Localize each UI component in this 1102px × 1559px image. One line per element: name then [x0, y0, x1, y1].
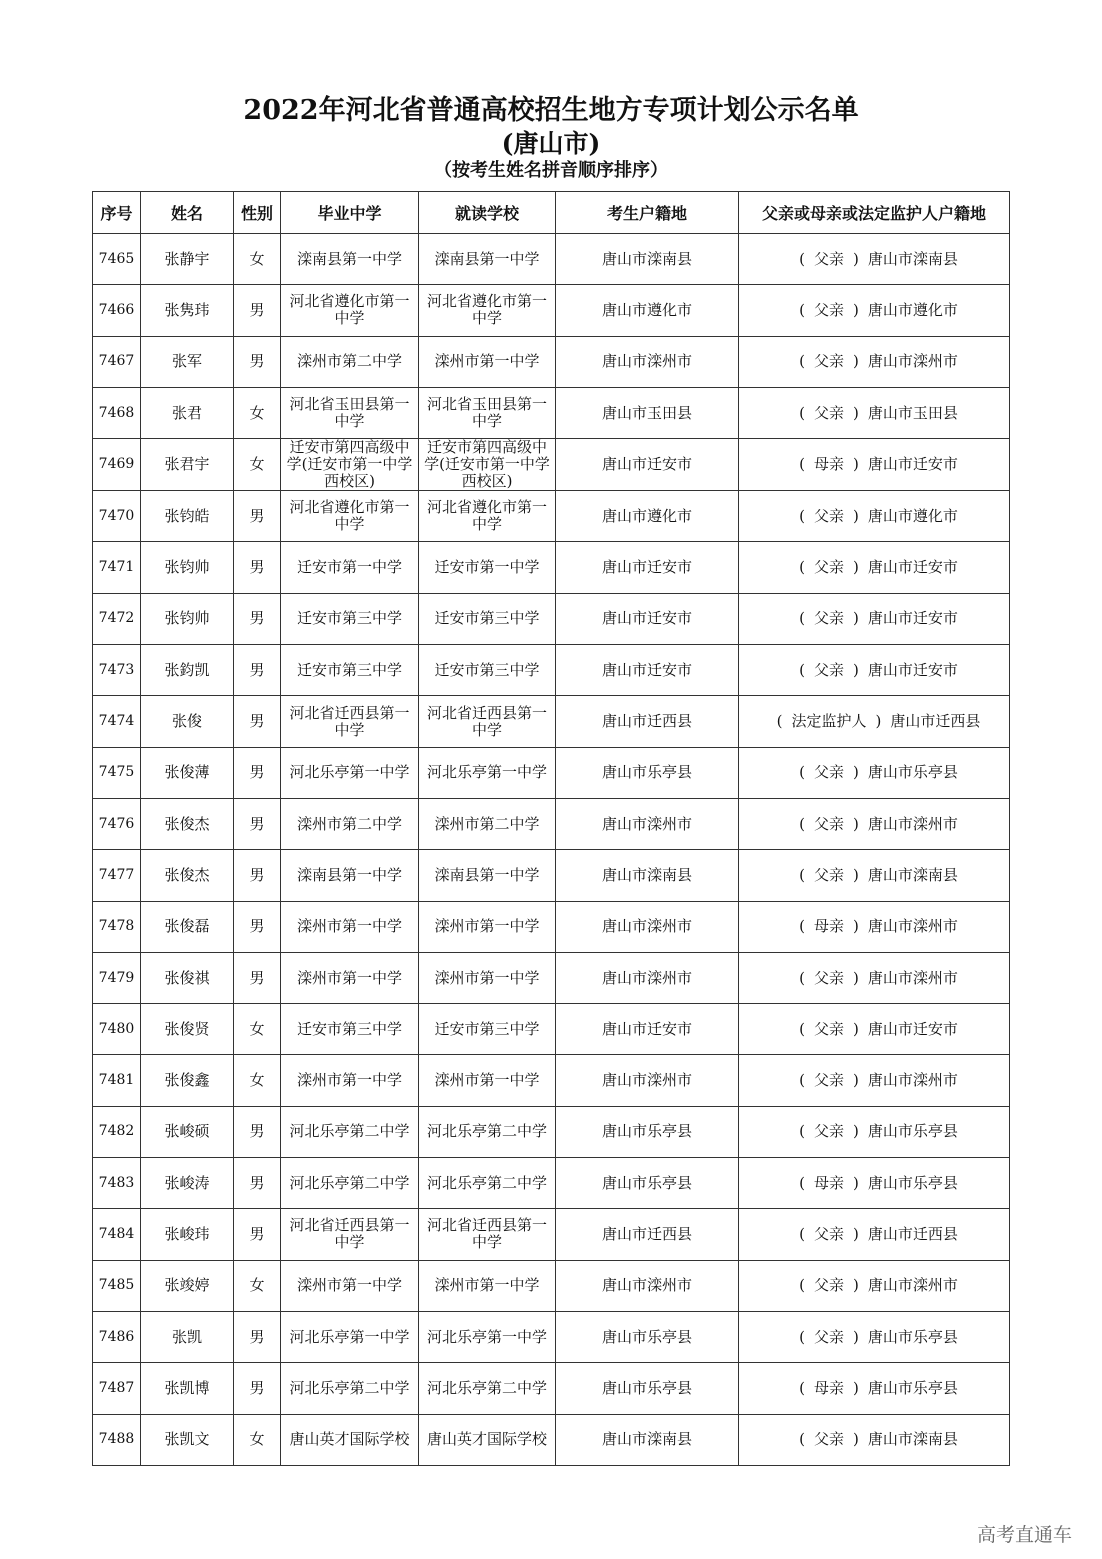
- cell-name: 张静宇: [141, 234, 234, 285]
- parent-relation: 父亲: [813, 1224, 844, 1243]
- cell-grad-school: 迁安市第一中学: [281, 542, 419, 593]
- cell-name: 张俊杰: [141, 850, 234, 901]
- cell-gender: 女: [234, 1004, 281, 1055]
- cell-no: 7478: [93, 901, 141, 952]
- cell-current-school: 河北省遵化市第一中学: [419, 285, 556, 336]
- cell-huji: 唐山市遵化市: [556, 285, 739, 336]
- cell-no: 7481: [93, 1055, 141, 1106]
- cell-gender: 男: [234, 1311, 281, 1362]
- cell-gender: 男: [234, 1158, 281, 1209]
- parent-huji-value: 唐山市迁安市: [867, 455, 958, 474]
- cell-name: 张竣婷: [141, 1260, 234, 1311]
- parent-relation: 父亲: [813, 558, 844, 577]
- cell-huji: 唐山市滦州市: [556, 901, 739, 952]
- cell-grad-school: 滦州市第一中学: [281, 901, 419, 952]
- cell-no: 7480: [93, 1004, 141, 1055]
- cell-grad-school: 河北乐亭第一中学: [281, 1311, 419, 1362]
- cell-no: 7467: [93, 336, 141, 387]
- cell-gender: 男: [234, 645, 281, 696]
- cell-parent-huji: ( 父亲 ) 唐山市遵化市: [739, 491, 1010, 542]
- cell-no: 7482: [93, 1106, 141, 1157]
- cell-huji: 唐山市滦州市: [556, 1055, 739, 1106]
- cell-gender: 女: [234, 1414, 281, 1465]
- cell-gender: 男: [234, 901, 281, 952]
- cell-huji: 唐山市滦州市: [556, 336, 739, 387]
- cell-current-school: 河北乐亭第二中学: [419, 1363, 556, 1414]
- parent-huji-value: 唐山市滦州市: [867, 814, 958, 833]
- table-row: [93, 387, 1010, 438]
- cell-grad-school: 滦南县第一中学: [281, 850, 419, 901]
- cell-gender: 男: [234, 1106, 281, 1157]
- parent-huji-value: 唐山市迁安市: [867, 660, 958, 679]
- cell-grad-school: 滦州市第二中学: [281, 336, 419, 387]
- cell-parent-huji: ( 父亲 ) 唐山市迁安市: [739, 593, 1010, 644]
- cell-name: 张鈞凯: [141, 645, 234, 696]
- cell-no: 7475: [93, 747, 141, 798]
- parent-relation: 父亲: [813, 968, 844, 987]
- parent-relation: 母亲: [813, 455, 844, 474]
- table-row: [93, 1055, 1010, 1106]
- cell-no: 7484: [93, 1209, 141, 1260]
- cell-name: 张俊贤: [141, 1004, 234, 1055]
- parent-huji-value: 唐山市滦州市: [867, 917, 958, 936]
- cell-gender: 男: [234, 336, 281, 387]
- cell-gender: 女: [234, 1260, 281, 1311]
- parent-huji-value: 唐山市滦南县: [867, 1430, 958, 1449]
- cell-grad-school: 河北乐亭第二中学: [281, 1158, 419, 1209]
- cell-no: 7466: [93, 285, 141, 336]
- cell-gender: 男: [234, 285, 281, 336]
- table-row: [93, 336, 1010, 387]
- table-row: [93, 952, 1010, 1003]
- parent-huji-value: 唐山市迁西县: [890, 712, 981, 731]
- cell-parent-huji: ( 父亲 ) 唐山市迁西县: [739, 1209, 1010, 1260]
- cell-no: 7483: [93, 1158, 141, 1209]
- table-row: [93, 850, 1010, 901]
- cell-current-school: 河北乐亭第二中学: [419, 1158, 556, 1209]
- table-row: [93, 1260, 1010, 1311]
- parent-relation: 父亲: [813, 814, 844, 833]
- cell-huji: 唐山市迁安市: [556, 439, 739, 491]
- cell-current-school: 滦州市第一中学: [419, 1055, 556, 1106]
- cell-parent-huji: ( 父亲 ) 唐山市乐亭县: [739, 1106, 1010, 1157]
- table-row: [93, 1158, 1010, 1209]
- cell-huji: 唐山市迁安市: [556, 645, 739, 696]
- cell-name: 张凯: [141, 1311, 234, 1362]
- cell-name: 张钧帅: [141, 593, 234, 644]
- table-row: [93, 234, 1010, 285]
- cell-gender: 男: [234, 850, 281, 901]
- cell-current-school: 滦南县第一中学: [419, 850, 556, 901]
- parent-relation: 母亲: [813, 917, 844, 936]
- cell-no: 7470: [93, 491, 141, 542]
- col-header-grad-school: 毕业中学: [281, 192, 419, 234]
- cell-no: 7487: [93, 1363, 141, 1414]
- parent-huji-value: 唐山市滦南县: [867, 249, 958, 268]
- cell-gender: 男: [234, 952, 281, 1003]
- col-header-parent-huji: 父亲或母亲或法定监护人户籍地: [739, 192, 1010, 234]
- cell-huji: 唐山市迁安市: [556, 542, 739, 593]
- sort-note: （按考生姓名拼音顺序排序）: [434, 160, 668, 181]
- parent-relation: 父亲: [813, 1430, 844, 1449]
- cell-huji: 唐山市滦州市: [556, 798, 739, 849]
- col-header-current-school: 就读学校: [419, 192, 556, 234]
- parent-huji-value: 唐山市迁安市: [867, 609, 958, 628]
- cell-current-school: 迁安市第三中学: [419, 645, 556, 696]
- parent-huji-value: 唐山市滦南县: [867, 865, 958, 884]
- cell-grad-school: 滦南县第一中学: [281, 234, 419, 285]
- cell-gender: 男: [234, 1363, 281, 1414]
- cell-gender: 女: [234, 439, 281, 491]
- cell-parent-huji: ( 父亲 ) 唐山市乐亭县: [739, 747, 1010, 798]
- cell-huji: 唐山市乐亭县: [556, 1158, 739, 1209]
- cell-no: 7472: [93, 593, 141, 644]
- cell-parent-huji: ( 母亲 ) 唐山市滦州市: [739, 901, 1010, 952]
- cell-gender: 男: [234, 491, 281, 542]
- cell-name: 张峻硕: [141, 1106, 234, 1157]
- parent-huji-value: 唐山市滦州市: [867, 1071, 958, 1090]
- cell-current-school: 滦南县第一中学: [419, 234, 556, 285]
- parent-relation: 父亲: [813, 506, 844, 525]
- cell-huji: 唐山市乐亭县: [556, 1106, 739, 1157]
- parent-relation: 父亲: [813, 609, 844, 628]
- cell-gender: 男: [234, 1209, 281, 1260]
- parent-relation: 父亲: [813, 1122, 844, 1141]
- table-row: [93, 1311, 1010, 1362]
- cell-grad-school: 滦州市第一中学: [281, 1260, 419, 1311]
- table-row: [93, 491, 1010, 542]
- parent-relation: 父亲: [813, 1019, 844, 1038]
- cell-huji: 唐山市滦南县: [556, 234, 739, 285]
- parent-huji-value: 唐山市遵化市: [867, 506, 958, 525]
- parent-huji-value: 唐山市滦州市: [867, 352, 958, 371]
- cell-parent-huji: ( 父亲 ) 唐山市滦州市: [739, 1260, 1010, 1311]
- cell-huji: 唐山市玉田县: [556, 387, 739, 438]
- cell-parent-huji: ( 父亲 ) 唐山市滦南县: [739, 1414, 1010, 1465]
- cell-current-school: 河北乐亭第一中学: [419, 1311, 556, 1362]
- cell-parent-huji: ( 法定监护人 ) 唐山市迁西县: [739, 696, 1010, 747]
- parent-huji-value: 唐山市迁安市: [867, 558, 958, 577]
- table-row: [93, 542, 1010, 593]
- cell-current-school: 河北省玉田县第一中学: [419, 387, 556, 438]
- cell-no: 7474: [93, 696, 141, 747]
- cell-name: 张峻玮: [141, 1209, 234, 1260]
- cell-grad-school: 河北省玉田县第一中学: [281, 387, 419, 438]
- cell-parent-huji: ( 父亲 ) 唐山市迁安市: [739, 645, 1010, 696]
- cell-no: 7471: [93, 542, 141, 593]
- cell-parent-huji: ( 父亲 ) 唐山市滦州市: [739, 952, 1010, 1003]
- cell-name: 张俊薄: [141, 747, 234, 798]
- parent-huji-value: 唐山市乐亭县: [867, 763, 958, 782]
- cell-parent-huji: ( 父亲 ) 唐山市遵化市: [739, 285, 1010, 336]
- cell-huji: 唐山市滦南县: [556, 1414, 739, 1465]
- table-row: [93, 696, 1010, 747]
- cell-grad-school: 滦州市第二中学: [281, 798, 419, 849]
- cell-current-school: 滦州市第二中学: [419, 798, 556, 849]
- parent-relation: 父亲: [813, 660, 844, 679]
- cell-grad-school: 河北省迁西县第一中学: [281, 1209, 419, 1260]
- cell-name: 张君: [141, 387, 234, 438]
- table-body: [93, 234, 1010, 1466]
- cell-name: 张军: [141, 336, 234, 387]
- cell-grad-school: 迁安市第三中学: [281, 1004, 419, 1055]
- col-header-no: 序号: [93, 192, 141, 234]
- cell-gender: 男: [234, 542, 281, 593]
- cell-huji: 唐山市迁安市: [556, 1004, 739, 1055]
- cell-huji: 唐山市遵化市: [556, 491, 739, 542]
- cell-grad-school: 唐山英才国际学校: [281, 1414, 419, 1465]
- cell-current-school: 迁安市第三中学: [419, 1004, 556, 1055]
- cell-no: 7476: [93, 798, 141, 849]
- cell-no: 7486: [93, 1311, 141, 1362]
- cell-grad-school: 河北省遵化市第一中学: [281, 491, 419, 542]
- cell-no: 7485: [93, 1260, 141, 1311]
- parent-relation: 父亲: [813, 1071, 844, 1090]
- cell-current-school: 河北省迁西县第一中学: [419, 1209, 556, 1260]
- cell-no: 7473: [93, 645, 141, 696]
- table-header-row: [93, 192, 1010, 234]
- cell-name: 张钧皓: [141, 491, 234, 542]
- cell-huji: 唐山市滦州市: [556, 952, 739, 1003]
- cell-name: 张俊鑫: [141, 1055, 234, 1106]
- cell-huji: 唐山市乐亭县: [556, 747, 739, 798]
- cell-no: 7468: [93, 387, 141, 438]
- cell-gender: 男: [234, 747, 281, 798]
- parent-relation: 父亲: [813, 300, 844, 319]
- cell-grad-school: 河北乐亭第二中学: [281, 1363, 419, 1414]
- cell-current-school: 滦州市第一中学: [419, 1260, 556, 1311]
- parent-relation: 父亲: [813, 1327, 844, 1346]
- cell-grad-school: 滦州市第一中学: [281, 952, 419, 1003]
- parent-relation: 父亲: [813, 763, 844, 782]
- cell-huji: 唐山市迁西县: [556, 696, 739, 747]
- col-header-name: 姓名: [141, 192, 234, 234]
- table-row: [93, 1414, 1010, 1465]
- cell-huji: 唐山市乐亭县: [556, 1363, 739, 1414]
- parent-relation: 法定监护人: [791, 712, 867, 731]
- cell-no: 7477: [93, 850, 141, 901]
- cell-current-school: 滦州市第一中学: [419, 901, 556, 952]
- parent-huji-value: 唐山市乐亭县: [867, 1173, 958, 1192]
- parent-huji-value: 唐山市玉田县: [867, 403, 958, 422]
- table-row: [93, 1004, 1010, 1055]
- roster-table: [92, 191, 1010, 1466]
- cell-parent-huji: ( 父亲 ) 唐山市滦南县: [739, 850, 1010, 901]
- parent-relation: 父亲: [813, 352, 844, 371]
- table-row: [93, 1209, 1010, 1260]
- cell-parent-huji: ( 母亲 ) 唐山市迁安市: [739, 439, 1010, 491]
- cell-parent-huji: ( 父亲 ) 唐山市滦州市: [739, 798, 1010, 849]
- cell-gender: 男: [234, 593, 281, 644]
- cell-gender: 男: [234, 696, 281, 747]
- parent-huji-value: 唐山市遵化市: [867, 300, 958, 319]
- cell-current-school: 滦州市第一中学: [419, 336, 556, 387]
- parent-relation: 母亲: [813, 1173, 844, 1192]
- cell-no: 7465: [93, 234, 141, 285]
- cell-parent-huji: ( 母亲 ) 唐山市乐亭县: [739, 1363, 1010, 1414]
- cell-parent-huji: ( 父亲 ) 唐山市玉田县: [739, 387, 1010, 438]
- cell-gender: 女: [234, 1055, 281, 1106]
- cell-current-school: 河北省遵化市第一中学: [419, 491, 556, 542]
- page-title: 2022年河北省普通高校招生地方专项计划公示名单: [243, 95, 859, 126]
- cell-grad-school: 滦州市第一中学: [281, 1055, 419, 1106]
- parent-relation: 父亲: [813, 1276, 844, 1295]
- cell-parent-huji: ( 父亲 ) 唐山市滦州市: [739, 336, 1010, 387]
- cell-gender: 女: [234, 387, 281, 438]
- watermark: 高考直通车: [976, 1524, 1072, 1546]
- cell-huji: 唐山市乐亭县: [556, 1311, 739, 1362]
- cell-no: 7488: [93, 1414, 141, 1465]
- cell-gender: 女: [234, 234, 281, 285]
- cell-grad-school: 河北省遵化市第一中学: [281, 285, 419, 336]
- cell-name: 张钧帅: [141, 542, 234, 593]
- cell-name: 张隽玮: [141, 285, 234, 336]
- table-row: [93, 593, 1010, 644]
- table-row: [93, 747, 1010, 798]
- col-header-gender: 性别: [234, 192, 281, 234]
- cell-parent-huji: ( 父亲 ) 唐山市迁安市: [739, 542, 1010, 593]
- cell-name: 张俊: [141, 696, 234, 747]
- cell-current-school: 滦州市第一中学: [419, 952, 556, 1003]
- cell-huji: 唐山市迁西县: [556, 1209, 739, 1260]
- cell-grad-school: 迁安市第三中学: [281, 645, 419, 696]
- parent-huji-value: 唐山市迁安市: [867, 1019, 958, 1038]
- cell-gender: 男: [234, 798, 281, 849]
- cell-huji: 唐山市滦南县: [556, 850, 739, 901]
- parent-huji-value: 唐山市乐亭县: [867, 1327, 958, 1346]
- page-subtitle-city: (唐山市): [501, 129, 601, 158]
- cell-huji: 唐山市滦州市: [556, 1260, 739, 1311]
- cell-grad-school: 河北乐亭第一中学: [281, 747, 419, 798]
- cell-no: 7479: [93, 952, 141, 1003]
- cell-name: 张凯文: [141, 1414, 234, 1465]
- cell-parent-huji: ( 父亲 ) 唐山市迁安市: [739, 1004, 1010, 1055]
- cell-current-school: 河北省迁西县第一中学: [419, 696, 556, 747]
- cell-current-school: 唐山英才国际学校: [419, 1414, 556, 1465]
- cell-current-school: 河北乐亭第一中学: [419, 747, 556, 798]
- parent-huji-value: 唐山市滦州市: [867, 968, 958, 987]
- cell-grad-school: 迁安市第四高级中学(迁安市第一中学西校区): [281, 439, 419, 491]
- table-row: [93, 645, 1010, 696]
- cell-parent-huji: ( 父亲 ) 唐山市滦州市: [739, 1055, 1010, 1106]
- cell-grad-school: 河北省迁西县第一中学: [281, 696, 419, 747]
- table-row: [93, 439, 1010, 491]
- cell-current-school: 迁安市第三中学: [419, 593, 556, 644]
- parent-huji-value: 唐山市乐亭县: [867, 1122, 958, 1141]
- cell-name: 张峻涛: [141, 1158, 234, 1209]
- cell-huji: 唐山市迁安市: [556, 593, 739, 644]
- parent-relation: 父亲: [813, 865, 844, 884]
- parent-huji-value: 唐山市滦州市: [867, 1276, 958, 1295]
- cell-name: 张君宇: [141, 439, 234, 491]
- cell-current-school: 迁安市第四高级中学(迁安市第一中学西校区): [419, 439, 556, 491]
- cell-current-school: 迁安市第一中学: [419, 542, 556, 593]
- cell-parent-huji: ( 父亲 ) 唐山市滦南县: [739, 234, 1010, 285]
- table-row: [93, 1106, 1010, 1157]
- col-header-huji: 考生户籍地: [556, 192, 739, 234]
- cell-grad-school: 迁安市第三中学: [281, 593, 419, 644]
- cell-no: 7469: [93, 439, 141, 491]
- cell-name: 张俊祺: [141, 952, 234, 1003]
- parent-relation: 母亲: [813, 1378, 844, 1397]
- cell-grad-school: 河北乐亭第二中学: [281, 1106, 419, 1157]
- cell-name: 张凯博: [141, 1363, 234, 1414]
- table-row: [93, 798, 1010, 849]
- cell-name: 张俊杰: [141, 798, 234, 849]
- table-row: [93, 901, 1010, 952]
- table-row: [93, 1363, 1010, 1414]
- table-row: [93, 285, 1010, 336]
- cell-name: 张俊磊: [141, 901, 234, 952]
- parent-huji-value: 唐山市乐亭县: [867, 1378, 958, 1397]
- parent-relation: 父亲: [813, 403, 844, 422]
- parent-relation: 父亲: [813, 249, 844, 268]
- cell-parent-huji: ( 父亲 ) 唐山市乐亭县: [739, 1311, 1010, 1362]
- parent-huji-value: 唐山市迁西县: [867, 1224, 958, 1243]
- cell-current-school: 河北乐亭第二中学: [419, 1106, 556, 1157]
- cell-parent-huji: ( 母亲 ) 唐山市乐亭县: [739, 1158, 1010, 1209]
